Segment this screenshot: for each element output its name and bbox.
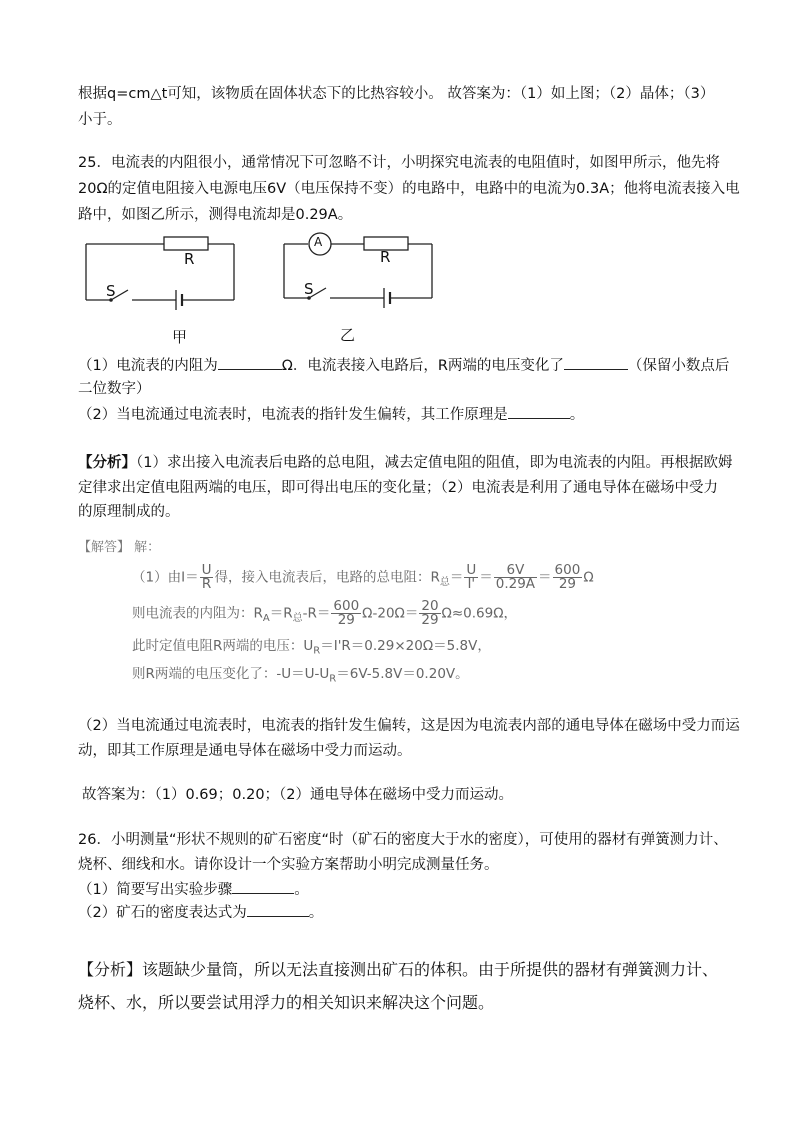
answer-blank [564,355,628,370]
question-26-line: 烧杯、细线和水。请你设计一个实验方案帮助小明完成测量任务。 [78,857,499,873]
text-line: 小于。 [78,112,122,128]
resistor-label: R [184,250,195,268]
question-26-line: 26．小明测量“形状不规则的矿石密度“时（矿石的密度大于水的密度），可使用的器材有弹簧测力计、 [78,832,728,848]
solution-tag: 【解答】 解： [78,540,161,555]
sub-question-1: （1）简要写出实验步骤 。 [78,879,309,900]
answer-blank [508,404,570,419]
answer-blank [218,355,282,370]
resistor-symbol [164,237,208,250]
analysis-line: 烧杯、水，所以要尝试用浮力的相关知识来解决这个问题。 [78,993,495,1012]
sub-question-2: （2）当电流通过电流表时，电流表的指针发生偏转，其工作原理是 。 [78,404,584,425]
sub-question-1-cont: 二位数字） [78,381,151,397]
solution-line-2: 则电流表的内阻为：$R_A=R_总-R=$ $\frac{600}{29}$ Ω-20Ω＝ $\frac{20}{29}$ Ω≈0.69Ω， [132,598,518,628]
resistor-label: R [380,248,391,266]
answer-blank [232,879,294,894]
switch-label: S [106,282,116,300]
analysis-line: 【分析】（1）求出接入电流表后电路的总电阻，减去定值电阻的阻值，即为电流表的内阻。再根据欧姆 [78,455,733,471]
figure-label-jia: 甲 [172,328,188,346]
question-25-line: 20Ω的定值电阻接入电源电压6V（电压保持不变）的电路中，电路中的电流为0.3A；他将电流表接入电 [78,181,740,197]
sub-question-2: （2）矿石的密度表达式为 。 [78,902,323,923]
figure-label-yi: 乙 [340,326,356,344]
question-25-line: 25．电流表的内阻很小，通常情况下可忽略不计，小明探究电流表的电阻值时，如图甲所示，他先将 [78,155,720,171]
analysis-line: 【分析】该题缺少量筒，所以无法直接测出矿石的体积。由于所提供的器材有弹簧测力计、 [78,960,719,979]
question-25-line: 路中，如图乙所示，测得电流却是0.29A。 [78,207,353,223]
solution-line-1: （1）由I＝ $\frac{U}{R}$ 得，接入电流表后，电路的总电阻：$R_总=$ $\frac{U}{I'}$ ＝ $\frac{6V}{0.29A}$ ＝ $\frac{600}{29}$ Ω [132,562,594,592]
ammeter-label: A [314,235,323,249]
text-line: 根据q=cm△t可知，该物质在固体状态下的比热容较小。 故答案为：（1）如上图；（2）晶体；（3） [78,86,715,102]
solution-line-6: 动，即其工作原理是通电导体在磁场中受力而运动。 [78,743,412,759]
answer-blank [247,902,309,917]
switch-label: S [304,280,314,298]
answer-line: 故答案为：（1）0.69；0.20；（2）通电导体在磁场中受力而运动。 [82,787,514,803]
analysis-line: 定律求出定值电阻两端的电压，即可得出电压的变化量；（2）电流表是利用了通电导体在磁场中受力 [78,480,718,496]
circuit-diagram-jia [84,232,244,312]
sub-question-1: （1）电流表的内阻为 Ω．电流表接入电路后，R两端的电压变化了 （保留小数点后 [78,355,729,376]
analysis-line: 的原理制成的。 [78,504,180,520]
solution-line-4: 则R两端的电压变化了：$-U=U-U_R=6V-5.8V=0.20V$。 [132,666,469,685]
solution-line-5: （2）当电流通过电流表时，电流表的指针发生偏转，这是因为电流表内部的通电导体在磁场中受力而运 [78,718,740,734]
solution-line-3: 此时定值电阻R两端的电压：$U_R=I'R=0.29\times 20\Omega=5.8V$， [132,638,491,657]
circuit-diagram-yi [282,230,442,312]
